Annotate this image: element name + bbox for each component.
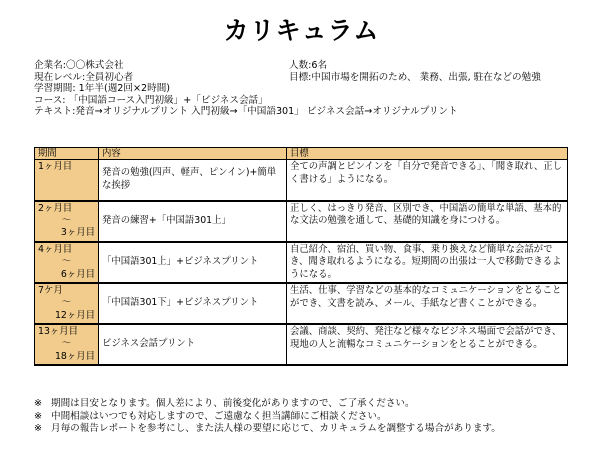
content-cell: 発音の勉強(四声、軽声、ピンイン)+簡単な挨拶	[99, 160, 287, 201]
table-row	[35, 201, 568, 242]
period-cell	[35, 324, 99, 365]
header-period: 期間	[35, 148, 99, 160]
goal-cell: 会議、商談、契約、発注など様々なビジネス場面で会話ができ、現地の人と流暢なコミュニケーションをとることができる。	[287, 324, 568, 365]
note-item	[34, 398, 501, 411]
curriculum-table	[34, 147, 568, 366]
period-cell	[35, 283, 99, 324]
note-mark: ※	[34, 423, 43, 435]
note-item	[34, 423, 501, 436]
table-row	[35, 283, 568, 324]
period-cell	[35, 201, 99, 242]
period-end: 6ヶ月目	[60, 268, 95, 280]
period-end: 3ヶ月目	[60, 226, 95, 238]
page-title: カリキュラム	[223, 16, 380, 45]
goal-cell: 生活、仕事、学習などの基本的なコミュニケーションをとることができ、文書を読み、メール、手紙など書くことができる。	[287, 283, 568, 324]
period-tilde: 〜	[61, 255, 72, 267]
content-cell: 「中国語301上」+ビジネスプリント	[99, 242, 287, 284]
period-start: 13ヶ月目	[38, 326, 79, 338]
table-row	[35, 324, 568, 365]
note-item	[34, 411, 501, 424]
note-text: 期間は目安となります。個人差により、前後変化がありますので、ご了承ください。	[51, 398, 415, 409]
period-start: 4ヶ月目	[38, 243, 73, 255]
content-cell: 「中国語301下」+ビジネスプリント	[99, 283, 287, 324]
info-period: 学習期間: 1年半(週2回×2時間)	[34, 83, 171, 94]
info-course: コース: 「中国語コース入門初級」+「ビジネス会話」	[34, 94, 268, 106]
note-text: 月毎の報告レポートを参考にし、また法人様の要望に応じて、カリキュラムを調整する場合があります。	[51, 423, 501, 435]
period-cell	[35, 160, 99, 201]
table-header-row	[35, 148, 568, 160]
table-row	[35, 242, 568, 284]
note-text: 中間相談はいつでも対応しますので、ご遠慮なく担当講師にご相談ください。	[51, 410, 387, 422]
goal-cell: 全ての声調とピンインを「自分で発音できる」、「聞き取れ、正しく書ける」ようになる。	[287, 160, 568, 201]
period-start: 1ヶ月目	[38, 161, 73, 172]
period-end: 18ヶ月目	[54, 350, 95, 362]
info-company: 企業名:〇〇株式会社	[34, 60, 124, 71]
info-goal: 目標:中国市場を開拓のため、 業務、出張, 駐在などの勉強	[289, 71, 541, 83]
period-tilde: 〜	[61, 338, 72, 350]
info-level: 現在レベル:全員初心者	[34, 71, 134, 83]
period-cell	[35, 242, 99, 284]
goal-cell: 自己紹介、宿泊、買い物、食事、乗り換えなど簡単な会話ができ、聞き取れるようになる。短期間の出張は一人で移動できるようになる。	[287, 242, 568, 284]
table-row	[35, 160, 568, 201]
period-tilde: 〜	[61, 297, 72, 309]
info-textbook: テキスト:発音→オリジナルプリント 入門初級→「中国語301」 ビジネス会話→オリジナルプリント	[34, 106, 458, 117]
header-content: 内容	[99, 148, 287, 160]
content-cell: 発音の練習+「中国語301上」	[99, 201, 287, 242]
goal-cell: 正しく、はっきり発音、区別でき、中国語の簡単な単語、基本的な文法の勉強を通して、基礎的知識を身につける。	[287, 201, 568, 242]
period-end: 12ヶ月目	[54, 309, 95, 321]
period-tilde: 〜	[61, 214, 72, 226]
period-start: 7ケ月	[38, 285, 63, 297]
notes-list	[34, 398, 501, 436]
info-people: 人数:6名	[289, 60, 328, 71]
content-cell: ビジネス会話プリント	[99, 324, 287, 365]
header-goal: 目標	[287, 148, 568, 160]
note-mark: ※	[34, 398, 43, 409]
note-mark: ※	[34, 410, 43, 422]
period-start: 2ヶ月目	[38, 202, 73, 214]
